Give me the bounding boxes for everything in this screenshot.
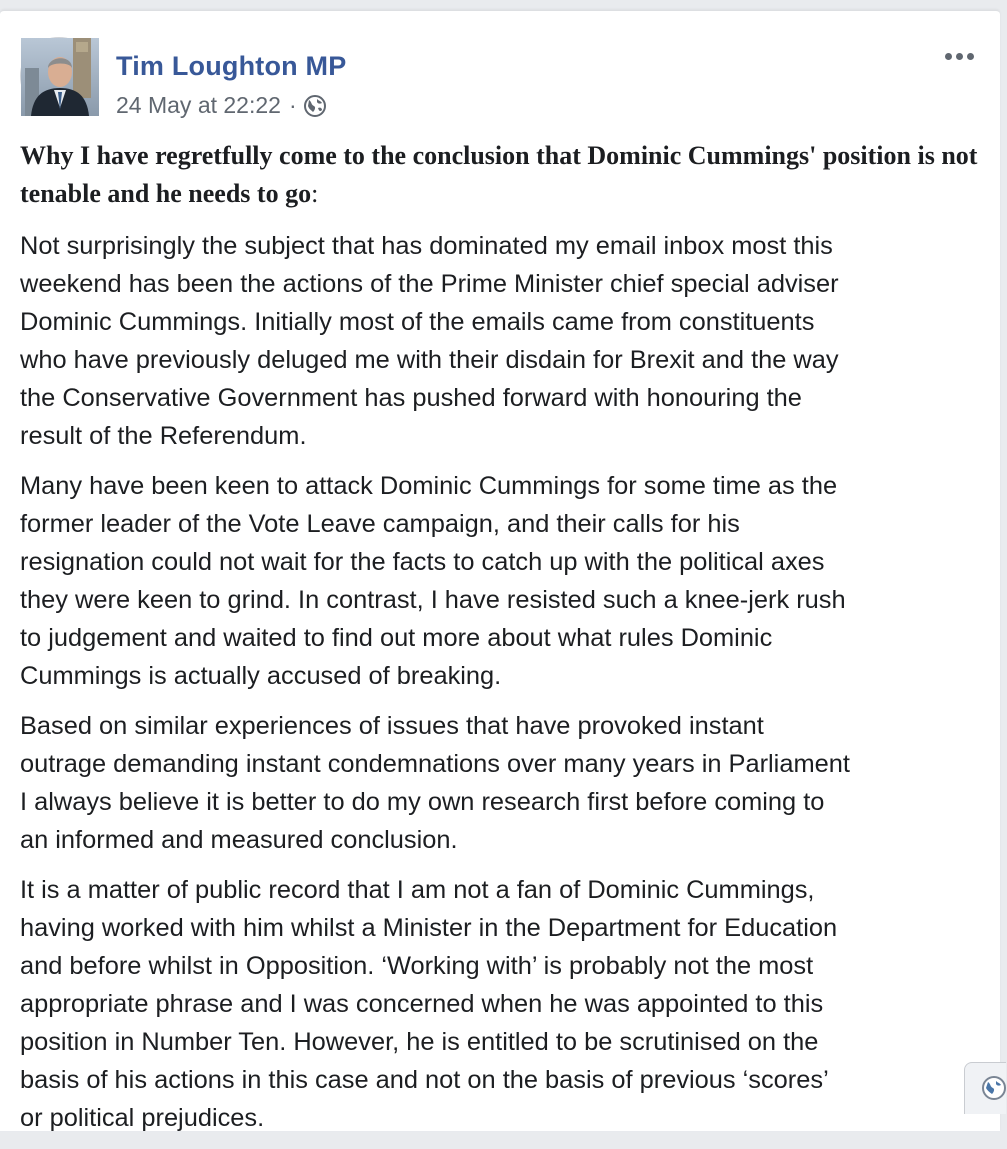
post-paragraph-4: It is a matter of public record that I am not a fan of Dominic Cummings, having worked with him whilst a Minister in the Department for Education and before whilst in Opposition. ‘Working with’ is probably not the most appropriate phrase and I was concerned when he was appointed to this position in Number Ten. However, he is entitled to be scrutinised on the basis of his actions in this case and not on the basis of previous ‘scores’ or political prejudices.	[20, 876, 838, 1132]
more-options-button[interactable]	[938, 41, 980, 71]
post-paragraph-1: Not surprisingly the subject that has dominated my email inbox most this weekend has been the actions of the Prime Minister chief special adviser Dominic Cummings. Initially most of the emails came from constituents who have previously deluged me with their disdain for Brexit and the way the Conservative Government has pushed forward with honouring the result of the Referendum.	[20, 232, 839, 450]
avatar-photo	[21, 38, 99, 116]
post-header	[20, 37, 980, 117]
more-options-icon	[945, 53, 952, 60]
post-timestamp[interactable]: 24 May at 22:22	[116, 92, 281, 118]
post-meta	[116, 92, 327, 119]
post-body	[20, 137, 980, 1149]
post-paragraph-3: Based on similar experiences of issues that have provoked instant outrage demanding instant condemnations over many years in Parliament I always believe it is better to do my own research first before coming to an informed and measured conclusion.	[20, 712, 850, 854]
globe-icon[interactable]	[303, 94, 327, 118]
corner-globe-widget[interactable]	[964, 1062, 1006, 1114]
globe-widget-icon	[981, 1075, 1007, 1101]
author-name[interactable]: Tim Loughton MP	[116, 51, 347, 81]
avatar[interactable]	[20, 37, 98, 115]
meta-separator: ·	[288, 92, 297, 118]
post-card	[0, 10, 1000, 1131]
post-heading	[20, 137, 980, 213]
post-heading-colon: :	[311, 179, 319, 208]
post-paragraph-2: Many have been keen to attack Dominic Cummings for some time as the former leader of the Vote Leave campaign, and their calls for his resignation could not wait for the facts to catch up with the political axes they were keen to grind. In contrast, I have resisted such a knee-jerk rush to judgement and waited to find out more about what rules Dominic Cummings is actually accused of breaking.	[20, 472, 846, 690]
post-heading-text: Why I have regretfully come to the conclusion that Dominic Cummings' position is not tenable and he needs to go	[20, 141, 978, 208]
